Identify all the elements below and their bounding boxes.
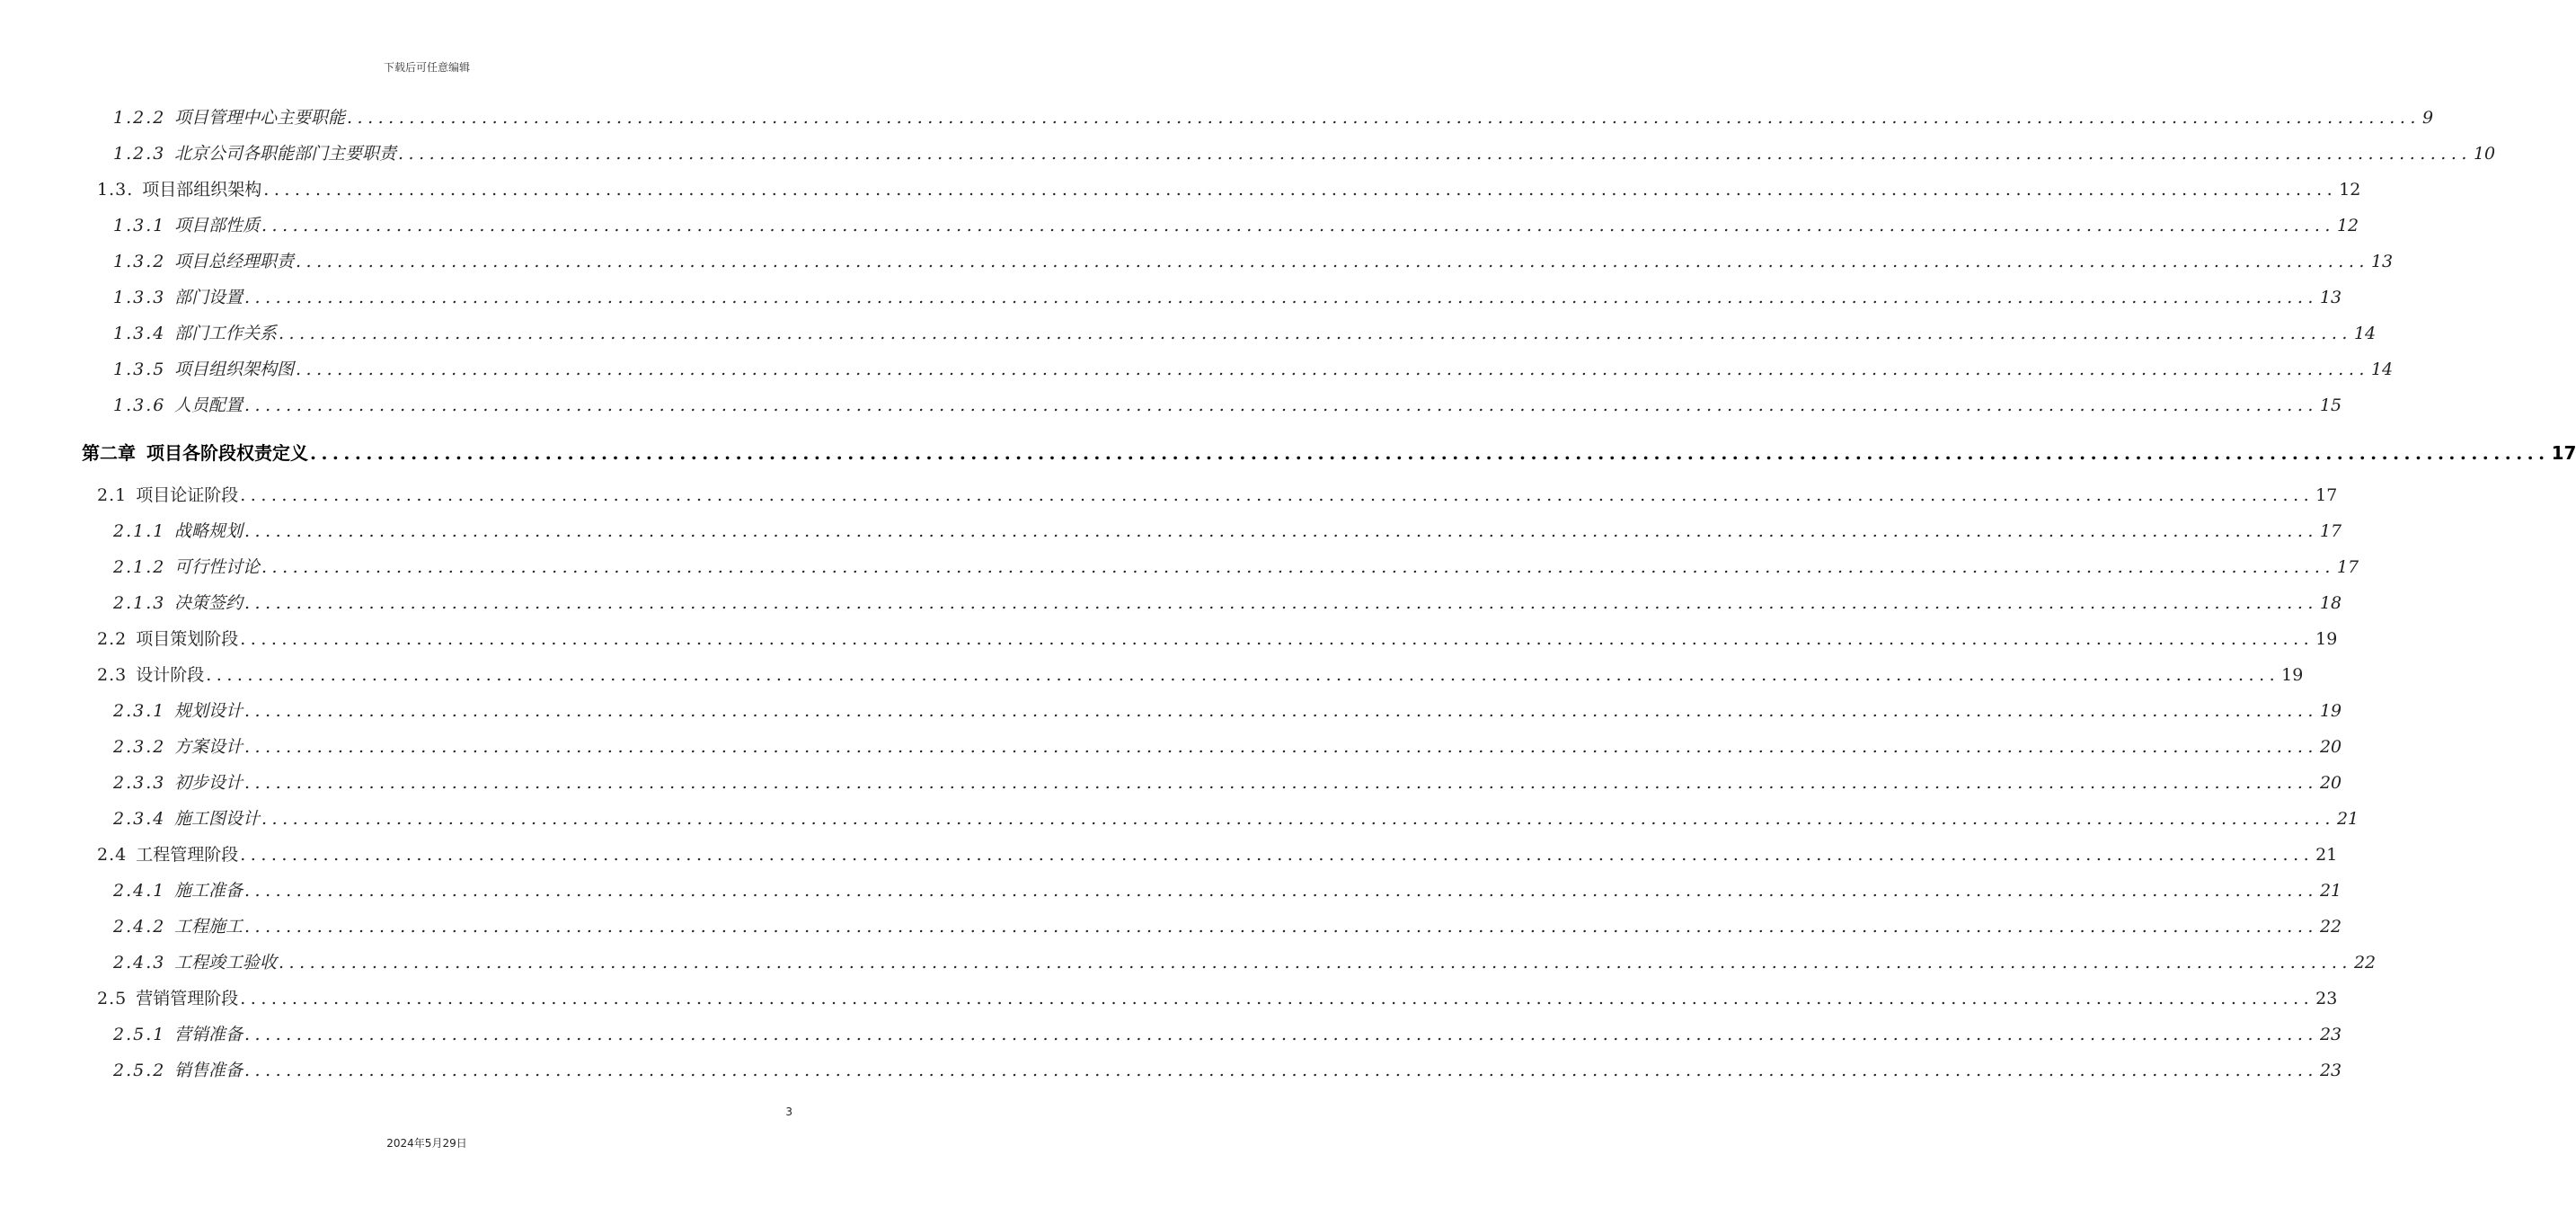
toc-dot-leader: ........................................................................................................................................................................................................ [310, 442, 2550, 464]
toc-entry[interactable] [97, 626, 2338, 656]
toc-entry-title: 人员配置 [174, 395, 243, 415]
toc-entry-title: 北京公司各职能部门主要职责 [174, 144, 397, 164]
toc-entry-page: 17 [2319, 521, 2342, 541]
toc-entry-title: 项目策划阶段 [136, 629, 239, 649]
toc-entry-page: 21 [2315, 845, 2338, 865]
toc-entry[interactable] [97, 985, 2338, 1016]
toc-dot-leader: ........................................................................................................................................................................................................ [296, 360, 2369, 379]
toc-entry[interactable] [113, 248, 2394, 279]
toc-entry[interactable] [97, 482, 2338, 512]
toc-entry-number: 2.4 [97, 845, 128, 865]
toc-entry-page: 14 [2353, 324, 2377, 343]
toc-entry-number: 1.3.1 [113, 216, 166, 235]
toc-entry[interactable] [113, 104, 2434, 135]
toc-dot-leader: ........................................................................................................................................................................................................ [261, 216, 2335, 235]
toc-entry-page: 19 [2315, 629, 2338, 649]
toc-entry-title: 工程施工 [174, 917, 243, 937]
toc-entry-page: 17 [2315, 485, 2338, 505]
toc-dot-leader: ........................................................................................................................................................................................................ [244, 1025, 2318, 1044]
toc-entry-title: 营销准备 [174, 1025, 243, 1044]
toc-entry-number: 2.1.2 [113, 557, 166, 577]
toc-entry-title: 部门设置 [174, 288, 243, 307]
toc-entry-title: 项目管理中心主要职能 [174, 108, 346, 128]
toc-entry[interactable] [113, 877, 2342, 908]
toc-entry-number: 1.2.3 [113, 144, 166, 164]
toc-entry[interactable] [113, 590, 2342, 620]
toc-entry-number: 2.3 [97, 665, 128, 685]
toc-entry-page: 19 [2281, 665, 2304, 685]
toc-entry[interactable] [113, 733, 2342, 764]
toc-entry[interactable] [113, 212, 2359, 243]
toc-entry-number: 1.3. [97, 180, 134, 200]
toc-dot-leader: ........................................................................................................................................................................................................ [206, 665, 2280, 685]
toc-entry-title: 决策签约 [174, 593, 243, 613]
toc-entry-page: 20 [2319, 737, 2342, 757]
toc-entry-number: 2.5.2 [113, 1061, 166, 1080]
toc-entry-page: 18 [2319, 593, 2342, 613]
toc-entry[interactable] [113, 320, 2377, 351]
toc-entry-title: 项目组织架构图 [174, 360, 295, 379]
toc-entry-number: 2.5.1 [113, 1025, 166, 1044]
toc-entry-page: 23 [2319, 1061, 2342, 1080]
toc-entry-title: 工程竣工验收 [174, 953, 278, 973]
toc-dot-leader: ........................................................................................................................................................................................................ [240, 845, 2315, 865]
toc-entry-page: 19 [2319, 701, 2342, 721]
toc-entry-number: 1.3.5 [113, 360, 166, 379]
toc-dot-leader: ........................................................................................................................................................................................................ [244, 737, 2318, 757]
toc-entry-title: 项目部组织架构 [142, 180, 262, 200]
toc-entry-page: 13 [2319, 288, 2342, 307]
toc-dot-leader: ........................................................................................................................................................................................................ [244, 521, 2318, 541]
toc-entry[interactable] [113, 554, 2359, 584]
toc-dot-leader: ........................................................................................................................................................................................................ [240, 629, 2315, 649]
toc-entry-page: 23 [2315, 989, 2338, 1008]
toc-dot-leader: ........................................................................................................................................................................................................ [240, 989, 2315, 1008]
toc-entry[interactable] [113, 140, 2496, 171]
toc-entry-page: 15 [2319, 395, 2342, 415]
toc-entry[interactable] [113, 805, 2359, 836]
toc-entry-title: 项目部性质 [174, 216, 261, 235]
toc-entry-number: 2.3.1 [113, 701, 166, 721]
toc-entry-page: 17 [2336, 557, 2359, 577]
toc-dot-leader: ........................................................................................................................................................................................................ [279, 324, 2352, 343]
toc-dot-leader: ........................................................................................................................................................................................................ [296, 252, 2369, 271]
toc-dot-leader: ........................................................................................................................................................................................................ [244, 593, 2318, 613]
toc-dot-leader: ........................................................................................................................................................................................................ [244, 288, 2318, 307]
toc-entry[interactable] [113, 1021, 2342, 1052]
toc-entry-number: 2.3.2 [113, 737, 166, 757]
toc-dot-leader: ........................................................................................................................................................................................................ [244, 881, 2318, 901]
toc-dot-leader: ........................................................................................................................................................................................................ [398, 144, 2472, 164]
toc-entry-title: 项目总经理职责 [174, 252, 295, 271]
toc-entry-number: 2.3.4 [113, 809, 166, 829]
toc-entry-title: 项目各阶段权责定义 [146, 442, 308, 464]
toc-entry-title: 工程管理阶段 [136, 845, 239, 865]
toc-entry-title: 设计阶段 [136, 665, 205, 685]
toc-entry-number: 2.4.2 [113, 917, 166, 937]
toc-entry-number: 1.3.4 [113, 324, 166, 343]
toc-entry-number: 2.1.3 [113, 593, 166, 613]
toc-entry[interactable] [113, 284, 2342, 315]
toc-entry-page: 22 [2353, 953, 2377, 973]
toc-dot-leader: ........................................................................................................................................................................................................ [240, 485, 2315, 505]
toc-entry-number: 2.4.3 [113, 953, 166, 973]
toc-entry[interactable] [113, 392, 2342, 422]
toc-entry-page: 14 [2370, 360, 2394, 379]
toc-entry-page: 20 [2319, 773, 2342, 793]
toc-dot-leader: ........................................................................................................................................................................................................ [261, 809, 2335, 829]
toc-entry[interactable] [113, 949, 2377, 980]
page-header: 下载后可任意编辑 [383, 61, 470, 74]
toc-dot-leader: ........................................................................................................................................................................................................ [261, 557, 2335, 577]
toc-entry-page: 12 [2336, 216, 2359, 235]
toc-entry-page: 17 [2551, 442, 2576, 464]
toc-entry-title: 部门工作关系 [174, 324, 278, 343]
toc-entry-page: 13 [2370, 252, 2394, 271]
toc-entry[interactable] [97, 662, 2304, 692]
toc-entry-number: 1.3.2 [113, 252, 166, 271]
toc-entry[interactable] [113, 769, 2342, 800]
toc-entry-title: 施工准备 [174, 881, 243, 901]
toc-entry-number: 2.1.1 [113, 521, 166, 541]
toc-entry-page: 10 [2473, 144, 2496, 164]
toc-entry-number: 1.3.6 [113, 395, 166, 415]
toc-dot-leader: ........................................................................................................................................................................................................ [244, 917, 2318, 937]
toc-dot-leader: ........................................................................................................................................................................................................ [244, 395, 2318, 415]
toc-entry-page: 22 [2319, 917, 2342, 937]
toc-entry[interactable] [113, 1057, 2342, 1088]
toc-entry-title: 可行性讨论 [174, 557, 261, 577]
toc-dot-leader: ........................................................................................................................................................................................................ [279, 953, 2352, 973]
toc-entry-title: 营销管理阶段 [136, 989, 239, 1008]
toc-entry-number: 2.4.1 [113, 881, 166, 901]
toc-entry[interactable] [113, 697, 2342, 728]
toc-entry-number: 2.1 [97, 485, 128, 505]
toc-entry[interactable] [113, 913, 2342, 944]
toc-entry-number: 2.3.3 [113, 773, 166, 793]
toc-entry-number: 2.2 [97, 629, 128, 649]
toc-entry-number: 第二章 [82, 442, 136, 464]
toc-dot-leader: ........................................................................................................................................................................................................ [244, 773, 2318, 793]
toc-entry[interactable] [97, 841, 2338, 872]
page-number: 3 [785, 1106, 792, 1118]
toc-entry-title: 规划设计 [174, 701, 243, 721]
toc-entry[interactable] [97, 176, 2361, 207]
toc-entry-number: 1.2.2 [113, 108, 166, 128]
toc-entry-number: 2.5 [97, 989, 128, 1008]
toc-entry-title: 初步设计 [174, 773, 243, 793]
toc-dot-leader: ........................................................................................................................................................................................................ [263, 180, 2338, 200]
toc-dot-leader: ........................................................................................................................................................................................................ [347, 108, 2421, 128]
toc-entry[interactable] [113, 518, 2342, 548]
toc-entry-title: 方案设计 [174, 737, 243, 757]
toc-entry-page: 21 [2319, 881, 2342, 901]
toc-entry[interactable] [113, 356, 2394, 386]
toc-entry-number: 1.3.3 [113, 288, 166, 307]
toc-dot-leader: ........................................................................................................................................................................................................ [244, 1061, 2318, 1080]
page-footer-date: 2024年5月29日 [386, 1137, 467, 1150]
toc-entry-title: 施工图设计 [174, 809, 261, 829]
toc-entry-page: 21 [2336, 809, 2359, 829]
toc-entry[interactable] [82, 439, 2576, 469]
toc-dot-leader: ........................................................................................................................................................................................................ [244, 701, 2318, 721]
toc-entry-page: 12 [2339, 180, 2361, 200]
toc-entry-title: 项目论证阶段 [136, 485, 239, 505]
toc-entry-page: 9 [2421, 108, 2434, 128]
toc-entry-title: 销售准备 [174, 1061, 243, 1080]
toc-entry-page: 23 [2319, 1025, 2342, 1044]
toc-entry-title: 战略规划 [174, 521, 243, 541]
